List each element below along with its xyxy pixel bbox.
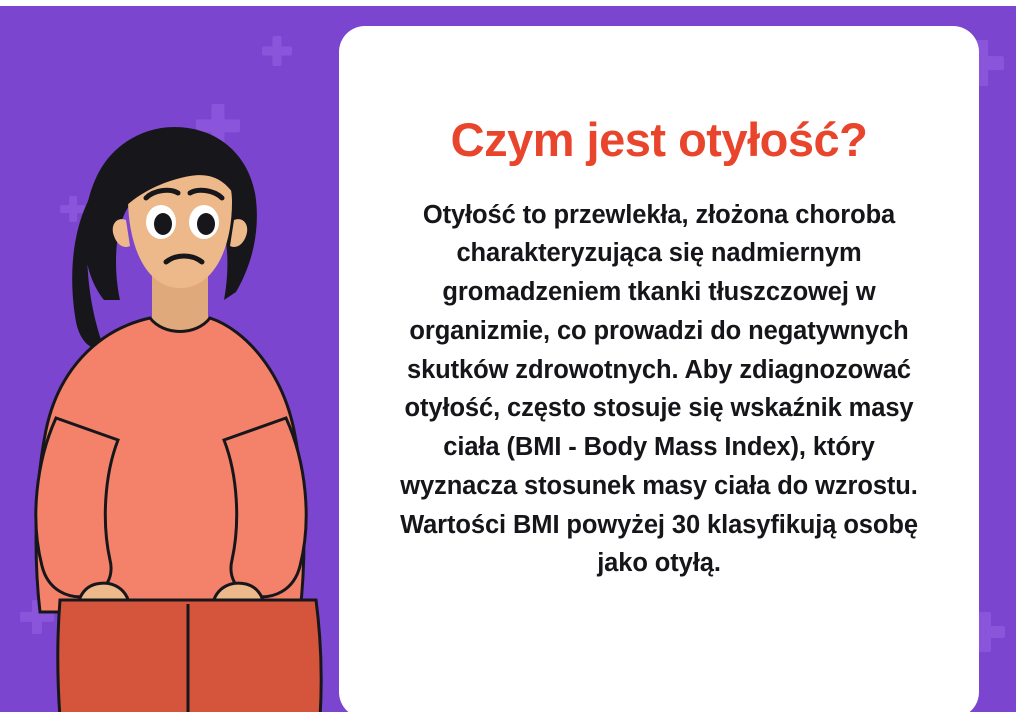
content-card xyxy=(339,26,979,718)
standing-woman-illustration xyxy=(0,0,360,718)
body-text: Otyłość to przewlekła, złożona choroba charakteryzująca się nadmiernym gromadzeniem tkanki tłuszczowej w organizmie, co prowadzi do negatywnych skutków zdrowotnych. Aby zdiagnozować otyłość, często stosuje się wskaźnik masy ciała (BMI - Body Mass Index), który wyznacza stosunek masy ciała do wzrostu. Wartości BMI powyżej 30 klasyfikują osobę jako otyłą. xyxy=(400,200,918,578)
slide-top-edge xyxy=(0,0,1024,6)
slide-right-edge xyxy=(1016,0,1024,718)
page-title: Czym jest otyłość? xyxy=(450,113,868,166)
slide-bottom-edge xyxy=(0,712,1024,718)
